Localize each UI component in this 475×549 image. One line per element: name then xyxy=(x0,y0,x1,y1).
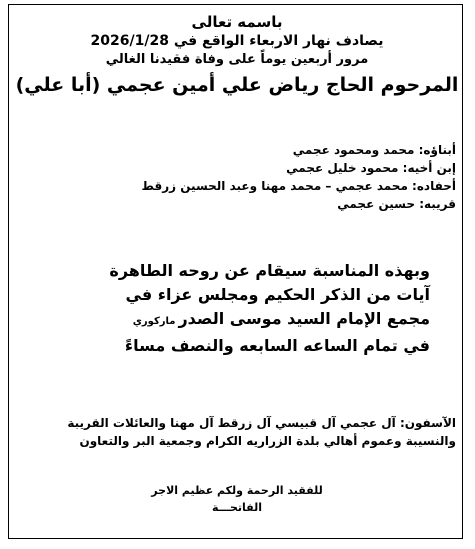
announcement-line-1: وبهذه المناسبة سيقام عن روحه الطاهرة xyxy=(109,261,430,280)
announcement-line-4: في تمام الساعه السابعه والنصف مساءً xyxy=(124,336,430,355)
venue-note: ماركوري xyxy=(132,316,176,327)
fatiha-line: الفاتحـــة xyxy=(212,501,262,514)
date-line: يصادف نهار الاربعاء الواقع في 2026/1/28 xyxy=(90,33,384,49)
relatives-list xyxy=(14,141,460,213)
occasion-line: مرور أربعين يوماً على وفاة فقيدنا الغالي xyxy=(105,52,369,67)
announcement-line-3 xyxy=(14,307,430,334)
grievers-line-2: والنسيبة وعموم أهالي بلدة الزراريه الكرام وجمعية البر والتعاون xyxy=(79,434,456,448)
grievers-line-1: الآسفون: آل عجمي آل قبيسي آل زرقط آل مهنا والعائلات القريبة xyxy=(67,416,456,430)
relative-nephew: إبن أخيه: محمود خليل عجمي xyxy=(286,161,456,175)
closing-section xyxy=(14,482,460,516)
closing-prayer: للفقيد الرحمة ولكم عظيم الاجر xyxy=(151,484,323,497)
venue-name: مجمع الإمام السيد موسى الصدر xyxy=(178,309,430,328)
grievers-section xyxy=(14,414,460,450)
deceased-name: المرحوم الحاج رياض علي أمين عجمي (أبا علي) xyxy=(15,74,459,96)
basmala-heading: باسمه تعالى xyxy=(191,13,283,31)
relative-grandsons: أحفاده: محمد عجمي – محمد مهنا وعبد الحسين زرقط xyxy=(141,179,456,193)
relative-kin: قريبه: حسين عجمي xyxy=(337,197,456,211)
announcement-line-2: آيات من الذكر الحكيم ومجلس عزاء في xyxy=(125,285,430,304)
obituary-notice xyxy=(14,8,460,516)
ceremony-announcement xyxy=(14,259,460,358)
relative-sons: أبناؤه: محمد ومحمود عجمي xyxy=(292,143,456,157)
